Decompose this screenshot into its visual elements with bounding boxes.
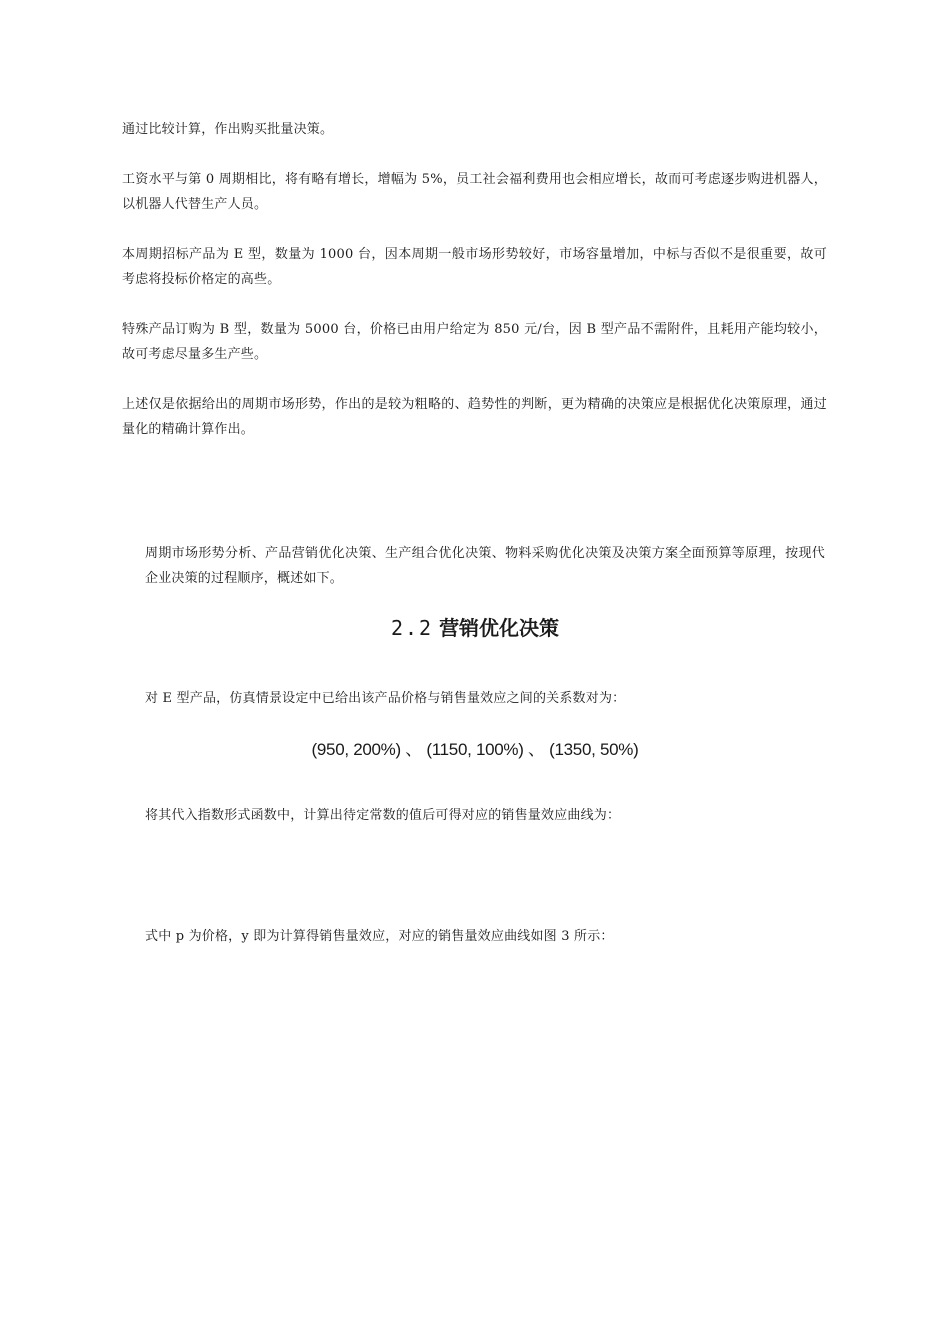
- paragraph-special-order: 特殊产品订购为 B 型，数量为 5000 台，价格已由用户给定为 850 元/台，因 B 型产品不需附件，且耗用产能均较小，故可考虑尽量多生产些。: [122, 322, 827, 362]
- paragraph-tender-product: 本周期招标产品为 E 型，数量为 1000 台，因本周期一般市场形势较好，市场容量增加，中标与否似不是很重要，故可考虑将投标价格定的高些。: [122, 247, 827, 287]
- price-effect-pairs-formula: (950, 200%) 、 (1150, 100%) 、 (1350, 50%): [311, 740, 639, 759]
- section-heading: [0, 613, 950, 643]
- paragraph-price-relation: 对 E 型产品，仿真情景设定中已给出该产品价格与销售量效应之间的关系数对为：: [145, 691, 626, 706]
- paragraph-exponential-function: 将其代入指数形式函数中，计算出待定常数的值后可得对应的销售量效应曲线为：: [145, 808, 621, 823]
- section-title: 营销优化决策: [439, 616, 560, 640]
- paragraph-summary: 上述仅是依据给出的周期市场形势，作出的是较为粗略的、趋势性的判断，更为精确的决策应是根据优化决策原理，通过量化的精确计算作出。: [122, 397, 827, 437]
- paragraph-formula-explanation: 式中 p 为价格，y 即为计算得销售量效应，对应的销售量效应曲线如图 3 所示：: [145, 929, 614, 944]
- paragraph-batch-decision: 通过比较计算，作出购买批量决策。: [122, 122, 334, 137]
- paragraph-overview: 周期市场形势分析、产品营销优化决策、生产组合优化决策、物料采购优化决策及决策方案全面预算等原理，按现代企业决策的过程顺序，概述如下。: [145, 546, 825, 586]
- paragraph-wage-level: 工资水平与第 0 周期相比，将有略有增长，增幅为 5%，员工社会福利费用也会相应增长，故而可考虑逐步购进机器人，以机器人代替生产人员。: [122, 172, 827, 212]
- section-number: 2.2: [390, 616, 434, 640]
